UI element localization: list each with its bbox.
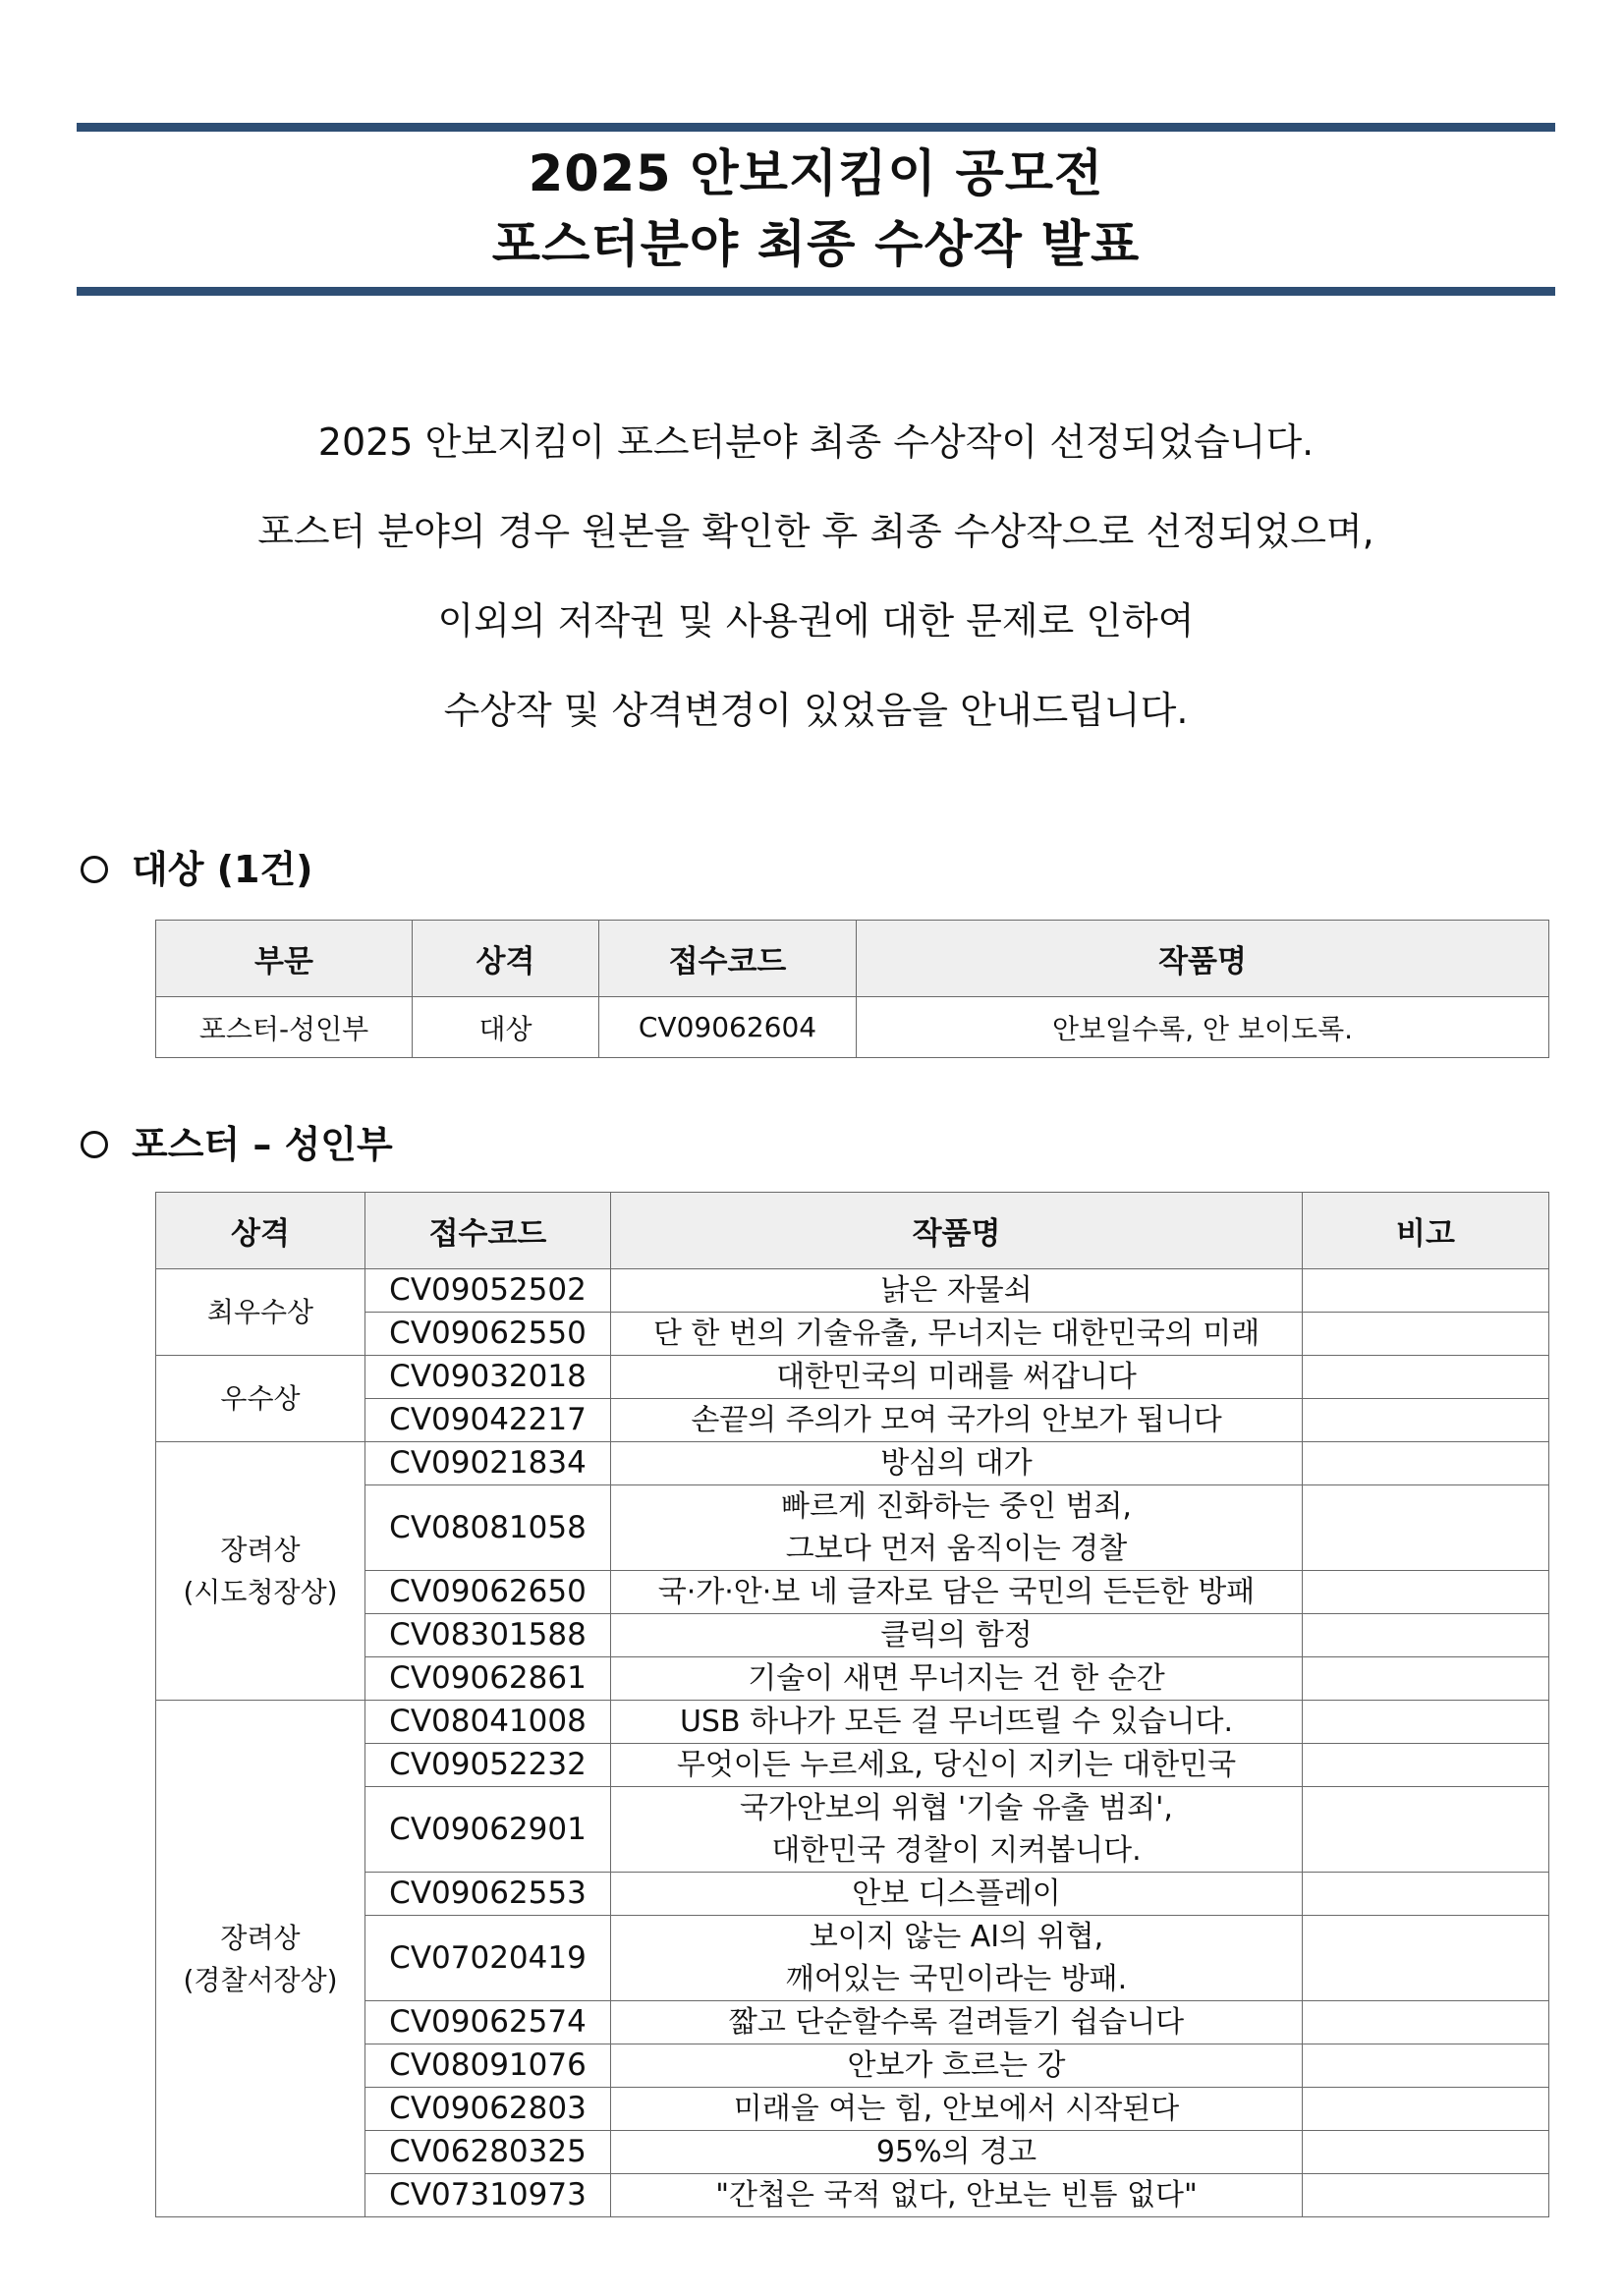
- cell-code: CV06280325: [365, 2131, 611, 2174]
- cell-code: CV09062861: [365, 1657, 611, 1701]
- header-work: 작품명: [611, 1193, 1303, 1269]
- cell-work: 안보 디스플레이: [611, 1873, 1303, 1916]
- award-group-cell: 우수상: [156, 1356, 365, 1442]
- table-row: [156, 997, 1549, 1058]
- section-grand-prize-heading: [81, 847, 313, 892]
- intro-line-1: 2025 안보지킴이 포스터분야 최종 수상작이 선정되었습니다.: [317, 420, 1315, 464]
- cell-code: CV08041008: [365, 1701, 611, 1744]
- cell-work: 낡은 자물쇠: [611, 1269, 1303, 1313]
- table-row: [156, 2001, 1549, 2044]
- cell-work: USB 하나가 모든 걸 무너뜨릴 수 있습니다.: [611, 1701, 1303, 1744]
- cell-code: CV09062574: [365, 2001, 611, 2044]
- cell-note: [1303, 1442, 1549, 1485]
- cell-note: [1303, 1873, 1549, 1916]
- cell-note: [1303, 1313, 1549, 1356]
- circle-bullet-icon: [81, 1131, 108, 1158]
- table-row: [156, 2131, 1549, 2174]
- cell-work: 짧고 단순할수록 걸려들기 쉽습니다: [611, 2001, 1303, 2044]
- cell-work: 미래을 여는 힘, 안보에서 시작된다: [611, 2088, 1303, 2131]
- header-code: 접수코드: [599, 921, 857, 997]
- table-row: [156, 1916, 1549, 2001]
- header-work: 작품명: [857, 921, 1549, 997]
- cell-note: [1303, 2001, 1549, 2044]
- cell-note: [1303, 1269, 1549, 1313]
- cell-note: [1303, 1614, 1549, 1657]
- circle-bullet-icon: [81, 856, 108, 883]
- cell-work: 안보가 흐르는 강: [611, 2044, 1303, 2088]
- table-row: [156, 2174, 1549, 2217]
- cell-note: [1303, 2174, 1549, 2217]
- header-category: 부문: [156, 921, 413, 997]
- cell-work: 국가안보의 위협 '기술 유출 범죄', 대한민국 경찰이 지켜봅니다.: [611, 1787, 1303, 1873]
- cell-code: CV09062553: [365, 1873, 611, 1916]
- title-line-2: 포스터분야 최종 수상작 발표: [491, 216, 1141, 274]
- cell-code: CV07310973: [365, 2174, 611, 2217]
- cell-note: [1303, 1657, 1549, 1701]
- cell-note: [1303, 1485, 1549, 1571]
- cell-code: CV09021834: [365, 1442, 611, 1485]
- table-row: [156, 1485, 1549, 1571]
- award-group-cell: 장려상 (시도청장상): [156, 1442, 365, 1701]
- cell-note: [1303, 1356, 1549, 1399]
- table-row: [156, 1701, 1549, 1744]
- intro-line-3: 이외의 저작권 및 사용권에 대한 문제로 인하여: [437, 599, 1195, 643]
- cell-work: 국·가·안·보 네 글자로 담은 국민의 든든한 방패: [611, 1571, 1303, 1614]
- cell-work: 손끝의 주의가 모여 국가의 안보가 됩니다: [611, 1399, 1303, 1442]
- table-row: [156, 1442, 1549, 1485]
- adult-poster-table: [155, 1192, 1549, 2217]
- cell-work: 빠르게 진화하는 중인 범죄, 그보다 먼저 움직이는 경찰: [611, 1485, 1303, 1571]
- title-line-1: 2025 안보지킴이 공모전: [528, 145, 1104, 203]
- cell-note: [1303, 2088, 1549, 2131]
- cell-code: CV09062803: [365, 2088, 611, 2131]
- cell-note: [1303, 1787, 1549, 1873]
- table-row: [156, 1399, 1549, 1442]
- table-row: [156, 1313, 1549, 1356]
- cell-code: CV08091076: [365, 2044, 611, 2088]
- cell-work: 95%의 경고: [611, 2131, 1303, 2174]
- cell-note: [1303, 1571, 1549, 1614]
- top-rule: [77, 123, 1555, 132]
- table-row: [156, 1269, 1549, 1313]
- cell-code: CV09062650: [365, 1571, 611, 1614]
- section-heading-text: 대상 (1건): [132, 848, 313, 891]
- header-note: 비고: [1303, 1193, 1549, 1269]
- cell-work: 클릭의 함정: [611, 1614, 1303, 1657]
- cell-work: 안보일수록, 안 보이도록.: [857, 997, 1549, 1058]
- intro-line-2: 포스터 분야의 경우 원본을 확인한 후 최종 수상작으로 선정되었으며,: [257, 510, 1374, 553]
- cell-code: CV08081058: [365, 1485, 611, 1571]
- cell-note: [1303, 2131, 1549, 2174]
- cell-note: [1303, 1744, 1549, 1787]
- bottom-rule: [77, 287, 1555, 296]
- cell-code: CV08301588: [365, 1614, 611, 1657]
- table-row: [156, 1873, 1549, 1916]
- cell-code: CV09062901: [365, 1787, 611, 1873]
- table-row: [156, 1356, 1549, 1399]
- table-row: [156, 1571, 1549, 1614]
- table-row: [156, 1744, 1549, 1787]
- header-code: 접수코드: [365, 1193, 611, 1269]
- cell-work: 무엇이든 누르세요, 당신이 지키는 대한민국: [611, 1744, 1303, 1787]
- table-row: [156, 1787, 1549, 1873]
- header-award: 상격: [156, 1193, 365, 1269]
- intro-line-4: 수상작 및 상격변경이 있었음을 안내드립니다.: [443, 689, 1189, 732]
- cell-work: 단 한 번의 기술유출, 무너지는 대한민국의 미래: [611, 1313, 1303, 1356]
- table-row: [156, 2044, 1549, 2088]
- cell-code: CV09032018: [365, 1356, 611, 1399]
- cell-note: [1303, 1701, 1549, 1744]
- cell-note: [1303, 1399, 1549, 1442]
- cell-code: CV09062604: [599, 997, 857, 1058]
- section-heading-text: 포스터 – 성인부: [132, 1123, 393, 1166]
- cell-code: CV09062550: [365, 1313, 611, 1356]
- cell-code: CV09052502: [365, 1269, 611, 1313]
- table-header-row: [156, 921, 1549, 997]
- table-row: [156, 1657, 1549, 1701]
- cell-work: 방심의 대가: [611, 1442, 1303, 1485]
- cell-work: 보이지 않는 AI의 위협, 깨어있는 국민이라는 방패.: [611, 1916, 1303, 2001]
- award-group-cell: 장려상 (경찰서장상): [156, 1701, 365, 2217]
- header-award: 상격: [413, 921, 599, 997]
- cell-category: 포스터-성인부: [156, 997, 413, 1058]
- section-adult-poster-heading: [81, 1122, 393, 1167]
- award-group-cell: 최우수상: [156, 1269, 365, 1356]
- cell-code: CV09052232: [365, 1744, 611, 1787]
- cell-work: "간첩은 국적 없다, 안보는 빈틈 없다": [611, 2174, 1303, 2217]
- cell-note: [1303, 1916, 1549, 2001]
- cell-code: CV09042217: [365, 1399, 611, 1442]
- cell-code: CV07020419: [365, 1916, 611, 2001]
- table-row: [156, 1614, 1549, 1657]
- cell-work: 기술이 새면 무너지는 건 한 순간: [611, 1657, 1303, 1701]
- table-header-row: [156, 1193, 1549, 1269]
- cell-work: 대한민국의 미래를 써갑니다: [611, 1356, 1303, 1399]
- cell-award: 대상: [413, 997, 599, 1058]
- cell-note: [1303, 2044, 1549, 2088]
- grand-prize-table: [155, 920, 1549, 1058]
- table-row: [156, 2088, 1549, 2131]
